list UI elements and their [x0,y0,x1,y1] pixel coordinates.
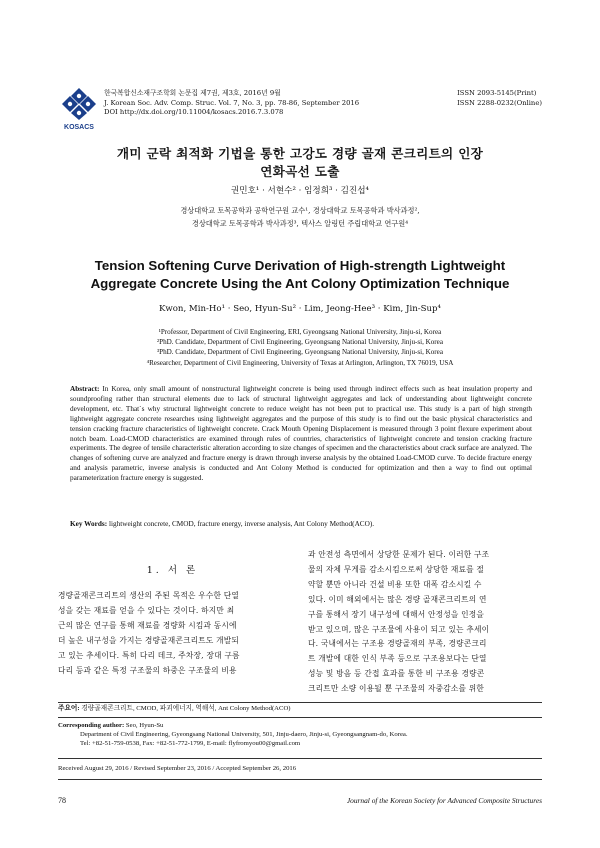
text-line: 구를 통해서 장기 내구성에 대해서 안정성을 인정을 [308,609,485,619]
text-line: 물의 자체 무게를 감소시킴으로써 상당한 재료를 절 [308,564,485,574]
korean-keywords-footnote [58,705,542,714]
received-dates: Received August 29, 2016 / Revised September 23, 2016 / Accepted September 26, 2016 [58,765,297,772]
right-column-text [308,548,542,697]
korean-aff-line1: 경상대학교 토목공학과 공학연구원 교수¹, 경상대학교 토목공학과 박사과정², [180,206,420,215]
korean-aff-line2: 경상대학교 토목공학과 박사과정³, 텍사스 알링턴 주립대학교 연구원⁴ [191,218,409,228]
corresponding-author [58,722,542,748]
english-aff1: ¹Professor, Department of Civil Engineering, ERI, Gyeongsang National University, Jinju-si, Korea [158,328,442,336]
text-line: 더 높은 내구성을 가지는 경량골재콘크리트도 개발되 [58,635,239,645]
english-aff4: ⁴Researcher, Department of Civil Engineering, University of Texas at Arlington, Arlington, TX 76019, USA [146,358,454,367]
footnote-divider [58,758,542,759]
korean-title-line2: 연화곡선 도출 [260,164,340,179]
text-line: 경량골재콘크리트의 생산의 주된 목적은 우수한 단열 [58,591,239,600]
left-column-text [58,589,287,678]
keywords-label: Key Words: [70,520,108,528]
text-line: 있다. 이미 해외에서는 많은 경량 골재콘크리트의 연 [308,594,487,604]
korean-keywords-label: 주요어: [58,705,80,712]
doi-link[interactable]: DOI http://dx.doi.org/10.11004/kosacs.2016.7.3.078 [104,108,284,116]
text-line: 다리 등과 같은 특정 구조물의 하중은 구조물의 비용 [58,665,237,675]
abstract-text: In Korea, only small amount of nonstructural lightweight concrete is being used through indirect effects such as heat insulation property and soundproofing rather than structural elements due to lack of structural lightweight aggregates and lack of understanding about lightweight concrete development, etc. That`s why structural lightweight concrete to reduce weight has not been put to practical use. This study is a part of high strength lightweight aggregate concrete researches using lightweight aggregates and the purpose of this study is to find out the basic physical characteristics and tension cracking fracture characteristics of lightweight concrete. Crack Mouth Opening Displacement is measured through 3 point flexure experiment about notch beam. Load-CMOD characteristics are examined through rules of countries, characteristics of lightweight concrete and tension cracking fracture experiments. The degree of tensile characteristic alteration according to size changes of specimen and the characteristics about crack surface are analyzed. The changes of softening curve are analyzed and fracture energy is drawn through inverse analysis by the obtained Load-CMOD curve. To decide fracture energy and analysis parametric, inverse analysis is conducted and Ant Colony Method is conducted for optimization and then a way to find out optimal parameterization fracture energy is suggested. [70,385,532,483]
text-line: 크리트만 소량 이용될 뿐 구조물의 자중감소를 위한 [308,684,485,694]
text-line: 받고 있으며, 많은 구조물에 사용이 되고 있는 추세이 [308,624,490,634]
footnote-divider [58,702,542,703]
body-column-left [58,548,287,678]
journal-english: J. Korean Soc. Adv. Comp. Struc. Vol. 7, No. 3, pp. 78-86, September 2016 [104,98,360,107]
english-authors: Kwon, Min-Ho¹ · Seo, Hyun-Su² · Lim, Jeong-Hee³ · Kim, Jin-Sup⁴ [158,304,442,314]
footer-journal-name: Journal of the Korean Society for Advanced Composite Structures [346,796,542,805]
text-line: 트 개발에 대한 인식 부족 등으로 구조용보다는 단열 [308,654,487,664]
corr-name: Seo, Hyun-Su [125,722,164,729]
journal-korean: 한국복합신소재구조학회 논문집 제7권, 제3호, 2016년 9월 [104,89,281,97]
footnote-divider [58,717,542,718]
english-title [40,257,560,293]
keywords-text: lightweight concrete, CMOD, fracture energy, inverse analysis, Ant Colony Method(ACO). [108,520,375,528]
korean-title-line1: 개미 군락 최적화 기법을 통한 고강도 경량 골재 콘크리트의 인장 [116,146,484,161]
page-number: 78 [58,796,66,805]
footnote-divider [58,779,542,780]
issn-print: ISSN 2093-5145(Print) [457,89,537,97]
journal-info [104,89,359,118]
korean-keywords-text: 경량골재콘크리트, CMOD, 파괴에너지, 역해석, Ant Colony Method(ACO) [81,705,291,712]
text-line: 약할 뿐만 아니라 건설 비용 또한 대폭 감소시킬 수 [308,579,482,589]
corr-contact: Tel: +82-51-759-0538, Fax: +82-51-772-1799, E-mail: flyfromyou00@gmail.com [80,739,301,747]
text-line: 고 있는 추세이다. 특히 다리 데크, 주차장, 장대 구름 [58,650,240,660]
abstract-label: Abstract: [70,385,100,393]
korean-affiliations [60,205,540,230]
body-column-right [308,548,542,697]
text-line: 성능 및 방음 등 간접 효과를 통한 비 구조용 경량콘 [308,669,485,679]
section-title: 1. 서 론 [146,565,199,576]
korean-title [60,145,540,181]
english-title-line2: Aggregate Concrete Using the Ant Colony Optimization Technique [90,276,510,291]
keywords [70,520,532,528]
issn-block [457,89,542,108]
issn-online: ISSN 2288-0232(Online) [457,98,542,107]
corr-address: Department of Civil Engineering, Gyeongsang National University, 501, Jinju-daero, Jinju-si, Gyeongsangnam-do, Korea. [80,730,408,738]
text-line: 과 안전성 측면에서 상당한 문제가 된다. 이러한 구조 [308,550,490,559]
english-affiliations [40,327,560,368]
english-title-line1: Tension Softening Curve Derivation of High-strength Lightweight [94,258,506,273]
abstract [70,385,532,484]
text-line: 다. 국내에서는 구조용 경량골재의 부족, 경량콘크리 [308,639,487,649]
logo-text: KOSACS [64,124,94,131]
corr-label: Corresponding author: [58,722,125,729]
text-line: 성을 갖는 재료를 얻을 수 있다는 것이다. 하지만 최 [58,605,235,615]
english-aff3: ³PhD. Candidate, Department of Civil Engineering, Gyeongsang National University, Jinju-si, Korea [157,348,443,357]
korean-authors: 권민호¹ · 서현수² · 임정희³ · 김진섭⁴ [231,186,369,196]
kosacs-logo-icon [58,87,100,121]
text-line: 근의 많은 연구를 통해 재료를 경량화 시킴과 동시에 [58,620,237,630]
english-aff2: ²PhD. Candidate, Department of Civil Engineering, Gyeongsang National University, Jinju-si, Korea [157,338,443,347]
